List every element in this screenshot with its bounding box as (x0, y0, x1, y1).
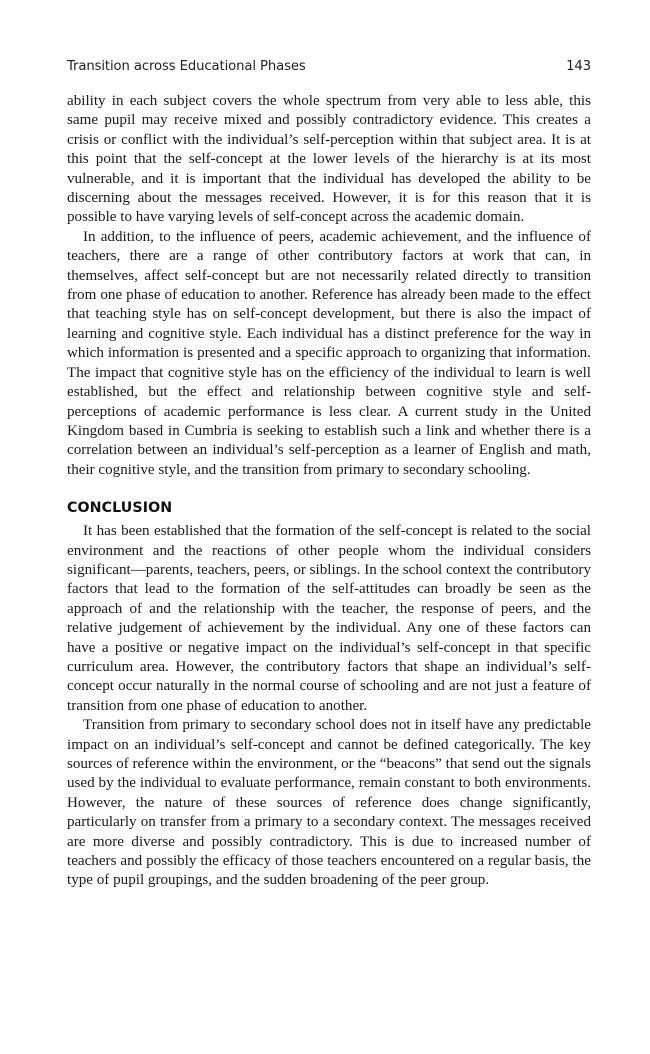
paragraph-contributory-factors: In addition, to the influence of peers, academic achievement, and the influence of teachers, there are a range of other contributory factors at work that can, in themselves, affect self-concept but are not necessarily related directly to transition from one phase of education to another. Reference has already been made to the effect that teaching style has on self-concept development, but there is also the impact of learning and cognitive style. Each individual has a distinct preference for the way in which information is presented and a specific approach to organizing that information. The impact that cognitive style has on the efficiency of the individual to learn is well established, but the effect and relationship between cognitive style and self-perceptions of academic performance is less clear. A current study in the United Kingdom based in Cumbria is seeking to establish such a link and whether there is a correlation between an individual’s self-perception as a learner of English and math, their cognitive style, and the transition from primary to secondary schooling. (67, 228, 591, 478)
paragraph-conclusion-1: It has been established that the formation of the self-concept is related to the social environment and the reactions of other people whom the individual considers significant—parents, teachers, peers, or siblings. In the school context the contributory factors that lead to the formation of the self-attitudes can broadly be seen as the approach of and the relationship with the teacher, the response of peers, and the relative judgement of achievement by the individual. Any one of these factors can have a positive or negative impact on the individual’s self-concept in that specific curriculum area. However, the contributory factors that shape an individual’s self-concept occur naturally in the normal course of schooling and are not just a feature of transition from one phase of education to another. (67, 523, 591, 714)
section-heading-conclusion: CONCLUSION (67, 500, 173, 517)
paragraph-conclusion-2: Transition from primary to secondary school does not in itself have any predictable impact on an individual’s self-concept and cannot be defined categorically. The key sources of reference within the environment, or the “beacons” that send out the signals used by the individual to evaluate performance, remain constant to both environments. However, the nature of these sources of reference does change significantly, particularly on transfer from a primary to a secondary context. The messages received are more diverse and possibly contradictory. This is due to increased number of teachers and possibly the efficacy of those teachers encountered on a regular basis, the type of pupil groupings, and the sudden broadening of the peer group. (67, 717, 591, 889)
paragraph-continued: ability in each subject covers the whole spectrum from very able to less able, this same pupil may receive mixed and possibly contradictory evidence. This creates a crisis or conflict with the individual’s self-perception within that subject area. It is at this point that the self-concept at the lower levels of the hierarchy is at its most vulnerable, and it is important that the individual has developed the ability to be discerning about the messages received. However, it is for this reason that it is possible to have varying levels of self-concept across the academic domain. (67, 93, 591, 226)
running-head (67, 59, 591, 74)
page-number: 143 (566, 59, 591, 74)
running-head-title: Transition across Educational Phases (67, 59, 306, 74)
body-text (67, 92, 591, 891)
